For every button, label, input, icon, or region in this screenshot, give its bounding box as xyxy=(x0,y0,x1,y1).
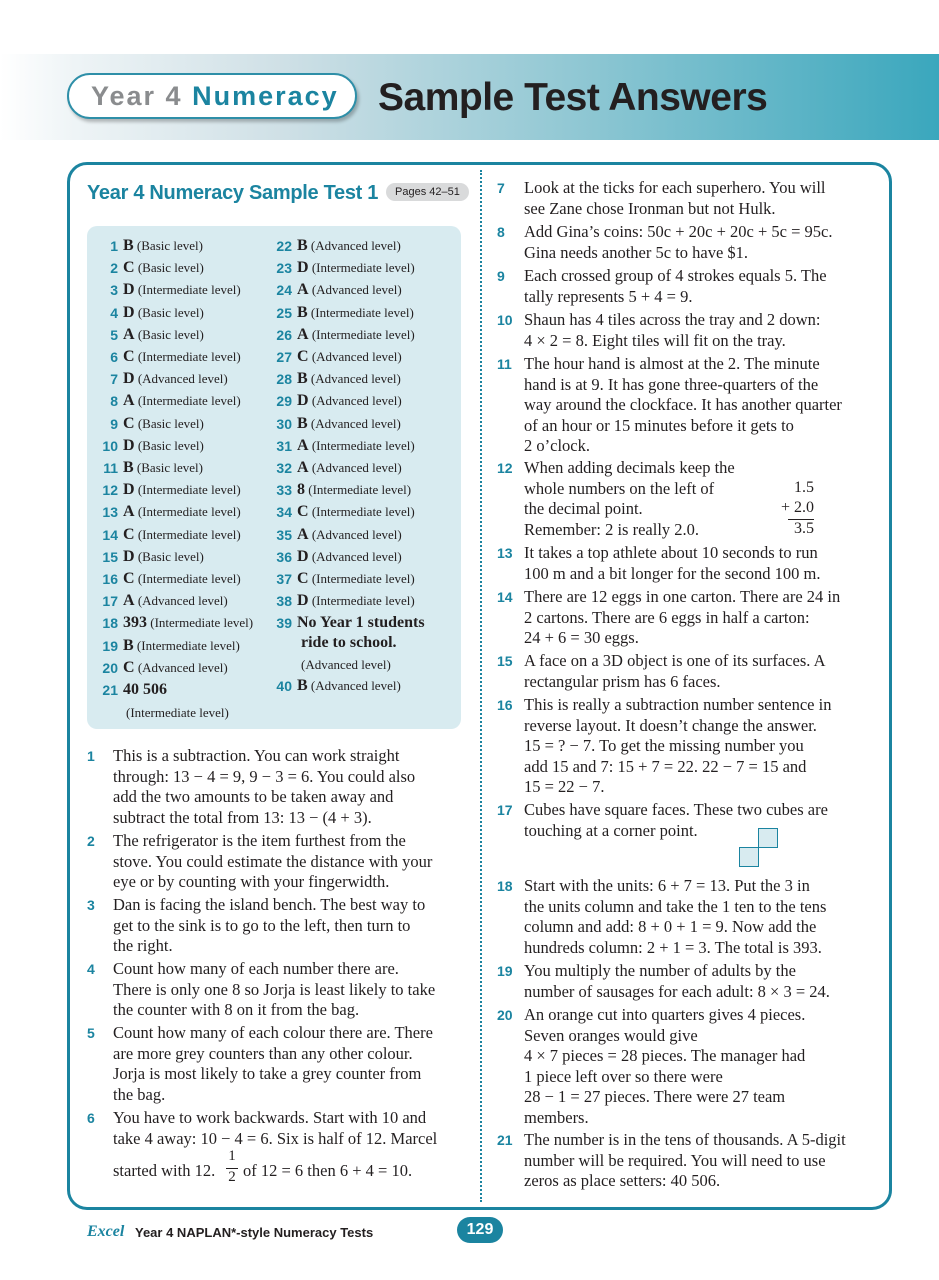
answer-row xyxy=(276,436,415,455)
answer-number: 10 xyxy=(102,437,118,454)
explanation-line: touching at a corner point. xyxy=(524,820,698,840)
answer-row xyxy=(276,303,414,322)
answer-level: (Basic level) xyxy=(136,238,203,253)
explanation-line: The number is in the tens of thousands. A 5-digit xyxy=(524,1130,846,1149)
answer-level: (Advanced level) xyxy=(311,460,402,475)
answer-value: B xyxy=(297,237,308,254)
answer-row xyxy=(276,237,401,255)
answer-number: 22 xyxy=(276,238,292,254)
answer-row xyxy=(102,636,240,655)
answer-row xyxy=(276,414,401,433)
explanation-line: This is a subtraction. You can work straight xyxy=(113,746,400,765)
answer-row xyxy=(276,547,402,566)
explanation-line: An orange cut into quarters gives 4 pieces. xyxy=(524,1005,806,1024)
answer-number: 28 xyxy=(276,371,292,388)
explanation-number: 5 xyxy=(87,1025,95,1041)
page-title: Sample Test Answers xyxy=(378,76,768,119)
explanation-line: of an hour or 15 minutes before it gets to xyxy=(524,415,794,435)
answer-value: C xyxy=(123,525,135,543)
answer-row xyxy=(276,259,415,277)
answer-level: (Intermediate level) xyxy=(137,393,241,409)
answer-level: (Advanced level) xyxy=(301,657,391,673)
answer-level: (Advanced level) xyxy=(310,371,401,387)
answer-level: (Advanced level) xyxy=(311,282,402,298)
answer-value: D xyxy=(297,547,309,565)
answer-row xyxy=(110,325,204,344)
answer-value: 40 506 xyxy=(123,681,167,698)
answer-number: 30 xyxy=(276,415,292,432)
answer-row xyxy=(276,370,401,388)
pages-badge: Pages 42–51 xyxy=(386,183,469,201)
explanation-line: the right. xyxy=(113,936,173,956)
answer-number: 6 xyxy=(110,349,118,365)
answer-level: (Basic level) xyxy=(137,548,204,564)
explanation-line: Add Gina’s coins: 50c + 20c + 20c + 5c = 95c. xyxy=(524,222,833,241)
explanation-line: You multiply the number of adults by the xyxy=(524,961,796,980)
answer-number: 20 xyxy=(102,659,118,676)
explanation-line: A face on a 3D object is one of its surfaces. A xyxy=(524,651,826,670)
answer-number: 25 xyxy=(276,304,292,321)
answer-row xyxy=(276,614,425,632)
answer-level: (Basic level) xyxy=(136,460,203,475)
answer-number: 11 xyxy=(103,460,118,476)
explanation-line: started with 12. xyxy=(113,1161,216,1181)
explanation-line: It takes a top athlete about 10 seconds to run xyxy=(524,543,818,562)
answer-level: (Intermediate level) xyxy=(137,349,241,364)
explanation-line: Shaun has 4 tiles across the tray and 2 down: xyxy=(524,310,821,329)
answer-row xyxy=(110,303,204,322)
answer-level: (Intermediate level) xyxy=(311,326,415,342)
explanation-line: whole numbers on the left of xyxy=(524,478,715,498)
explanation-line: When adding decimals keep the xyxy=(524,458,735,477)
answer-row xyxy=(276,592,415,610)
answer-level: (Advanced level) xyxy=(310,238,401,253)
section-title: Year 4 Numeracy Sample Test 1 xyxy=(87,182,379,204)
answer-value: No Year 1 students xyxy=(297,614,425,632)
explanation-number: 4 xyxy=(87,961,95,977)
answer-row xyxy=(276,348,402,366)
answer-level: (Basic level) xyxy=(137,415,204,431)
answer-row xyxy=(276,481,412,499)
explanation-line: zeros as place setters: 40 506. xyxy=(524,1171,721,1191)
answer-number: 29 xyxy=(276,393,292,410)
answer-level: (Basic level) xyxy=(137,304,204,320)
addition-line: 1.5 xyxy=(794,478,814,496)
answer-number: 27 xyxy=(276,349,292,365)
answer-row xyxy=(102,525,241,544)
answer-level: (Advanced level) xyxy=(310,415,401,431)
footer-brand: Excel xyxy=(87,1223,125,1240)
answer-row xyxy=(102,570,241,588)
answer-row xyxy=(102,592,228,610)
answer-level: (Advanced level) xyxy=(311,526,402,542)
explanation-line: column and add: 8 + 0 + 1 = 9. Now add the xyxy=(524,917,817,937)
explanation-number: 12 xyxy=(497,460,513,476)
explanation-line: The hour hand is almost at the 2. The minute xyxy=(524,354,820,373)
answer-row xyxy=(110,392,241,410)
answer-row xyxy=(276,570,415,588)
answer-number: 23 xyxy=(276,260,292,277)
addition-line: 3.5 xyxy=(794,519,814,537)
answer-number: 34 xyxy=(276,504,292,521)
explanation-line: Dan is facing the island bench. The best way to xyxy=(113,895,426,914)
explanation-line: the units column and take the 1 ten to the tens xyxy=(524,896,827,916)
explanation-line: There is only one 8 so Jorja is least likely to take xyxy=(113,979,436,999)
explanation-number: 18 xyxy=(497,878,513,894)
explanation-line: the decimal point. xyxy=(524,499,643,519)
answer-level: (Intermediate level) xyxy=(126,705,229,720)
answer-level: (Intermediate level) xyxy=(311,260,415,276)
page-number: 129 xyxy=(457,1217,503,1243)
answer-number: 39 xyxy=(276,615,292,632)
answer-value: C xyxy=(297,503,309,521)
explanation-line: get to the sink is to go to the left, then turn to xyxy=(113,915,411,935)
explanation-number: 11 xyxy=(497,356,512,372)
explanation-line: 1 piece left over so there were xyxy=(524,1066,723,1086)
explanation-number: 2 xyxy=(87,833,95,849)
answer-number: 19 xyxy=(102,637,118,654)
explanation-line: number of sausages for each adult: 8 × 3 = 24. xyxy=(524,981,830,1001)
answer-level: (Intermediate level) xyxy=(137,526,241,542)
answer-level: (Intermediate level) xyxy=(311,571,415,586)
explanation-number: 15 xyxy=(497,653,513,669)
answer-number: 16 xyxy=(102,571,118,587)
answer-value: B xyxy=(297,414,308,432)
answer-number: 17 xyxy=(102,593,118,610)
answer-number: 14 xyxy=(102,526,118,543)
answer-value: A xyxy=(297,436,309,454)
explanation-line: 15 = ? − 7. To get the missing number you xyxy=(524,736,804,756)
answer-value: A xyxy=(123,592,135,610)
answer-number: 21 xyxy=(102,682,118,698)
answer-number: 5 xyxy=(110,326,118,343)
cube-shape xyxy=(758,828,778,848)
answer-number: 18 xyxy=(102,615,118,632)
explanation-line: Cubes have square faces. These two cubes are xyxy=(524,800,828,819)
explanation-line: Remember: 2 is really 2.0. xyxy=(524,519,700,539)
answer-level: (Advanced level) xyxy=(137,371,228,387)
answer-number: 24 xyxy=(276,282,292,299)
explanation-number: 8 xyxy=(497,224,505,240)
explanation-number: 3 xyxy=(87,897,95,913)
answer-level: (Basic level) xyxy=(137,437,204,453)
answer-row xyxy=(276,281,402,299)
answer-number: 4 xyxy=(110,304,118,321)
explanation-line: 2 cartons. There are 6 eggs in half a carton: xyxy=(524,607,810,627)
answer-row xyxy=(102,481,241,499)
answer-number: 37 xyxy=(276,571,292,587)
answer-value: B xyxy=(123,459,134,476)
answer-value: C xyxy=(297,570,309,587)
explanation-line: This is really a subtraction number sentence in xyxy=(524,695,832,714)
explanation-line: tally represents 5 + 4 = 9. xyxy=(524,286,693,306)
answer-value-cont: ride to school. xyxy=(301,634,397,652)
series-subject: Numeracy xyxy=(192,81,339,111)
answer-value: D xyxy=(123,303,135,321)
answer-value: D xyxy=(123,547,135,565)
answer-value: A xyxy=(123,392,135,410)
answer-value: 8 xyxy=(297,481,305,499)
answer-value: A xyxy=(297,325,309,343)
explanation-line: Seven oranges would give xyxy=(524,1025,698,1045)
explanation-line: Look at the ticks for each superhero. You will xyxy=(524,178,826,197)
fraction-numerator: 1 xyxy=(228,1148,236,1165)
addition-rule xyxy=(788,519,814,520)
answer-value: A xyxy=(297,459,309,476)
answer-value: C xyxy=(297,348,309,365)
explanation-line: 28 − 1 = 27 pieces. There were 27 team xyxy=(524,1087,786,1107)
explanation-number: 21 xyxy=(497,1132,513,1148)
answer-level: (Advanced level) xyxy=(310,678,401,693)
explanation-line: eye or by counting with your fingerwidth. xyxy=(113,872,390,892)
answer-number: 13 xyxy=(102,504,118,521)
answer-value: A xyxy=(123,325,135,343)
explanation-line: The refrigerator is the item furthest from the xyxy=(113,831,406,850)
explanation-line: 100 m and a bit longer for the second 100 m. xyxy=(524,563,821,583)
answer-value: C xyxy=(123,570,135,587)
answer-row xyxy=(102,658,228,677)
addition-line: + 2.0 xyxy=(780,499,814,517)
answer-level: (Advanced level) xyxy=(311,349,402,364)
answer-level: (Advanced level) xyxy=(137,659,228,675)
answer-value: D xyxy=(123,281,135,299)
explanation-line: are more grey counters than any other colour. xyxy=(113,1043,413,1063)
answer-value: A xyxy=(123,503,135,521)
answer-value: B xyxy=(123,636,134,654)
explanation-number: 17 xyxy=(497,802,513,818)
explanation-number: 13 xyxy=(497,545,513,561)
answer-level: (Basic level) xyxy=(137,326,204,342)
explanation-number: 20 xyxy=(497,1007,513,1023)
answer-level: (Intermediate level) xyxy=(150,615,254,631)
answer-value: B xyxy=(297,303,308,321)
answer-row xyxy=(110,348,241,366)
explanation-line: There are 12 eggs in one carton. There are 24 in xyxy=(524,587,841,606)
answer-value: A xyxy=(297,281,309,299)
explanation-line: add the two amounts to be taken away and xyxy=(113,787,394,807)
answer-row xyxy=(276,325,415,344)
answer-row xyxy=(276,503,415,521)
answer-number: 35 xyxy=(276,526,292,543)
answer-number: 40 xyxy=(276,678,292,694)
explanation-line: the counter with 8 on it from the bag. xyxy=(113,1000,360,1020)
answer-value: C xyxy=(123,658,135,676)
answer-level: (Intermediate level) xyxy=(137,282,241,298)
series-label xyxy=(67,73,357,119)
answer-value: C xyxy=(123,259,135,277)
answer-value: B xyxy=(297,370,308,388)
answer-value: D xyxy=(123,436,135,454)
answer-value: C xyxy=(123,414,135,432)
answer-number: 36 xyxy=(276,548,292,565)
answer-row xyxy=(110,259,204,277)
explanation-line: Jorja is most likely to take a grey counter from xyxy=(113,1064,422,1084)
answer-level: (Intermediate level) xyxy=(311,504,415,520)
answer-level: (Advanced level) xyxy=(311,548,402,564)
answer-level: (Intermediate level) xyxy=(310,304,414,320)
explanation-line: rectangular prism has 6 faces. xyxy=(524,671,721,691)
explanation-line: add 15 and 7: 15 + 7 = 22. 22 − 7 = 15 and xyxy=(524,756,807,776)
answer-row xyxy=(102,436,204,455)
answer-level: (Intermediate level) xyxy=(137,504,241,520)
explanation-line: Start with the units: 6 + 7 = 13. Put the 3 in xyxy=(524,876,810,895)
answer-value: B xyxy=(123,237,134,254)
explanation-line: 24 + 6 = 30 eggs. xyxy=(524,628,639,648)
answer-row xyxy=(102,681,167,699)
cube-shape xyxy=(739,847,759,867)
answer-number: 7 xyxy=(110,371,118,388)
explanation-line: 2 o’clock. xyxy=(524,436,590,456)
answer-number: 33 xyxy=(276,482,292,499)
explanation-line: 4 × 7 pieces = 28 pieces. The manager had xyxy=(524,1046,806,1066)
answer-number: 1 xyxy=(110,238,118,254)
explanation-line: way around the clockface. It has another quarter xyxy=(524,395,842,415)
explanation-number: 7 xyxy=(497,180,505,196)
answer-number: 15 xyxy=(102,548,118,565)
explanation-number: 1 xyxy=(87,748,95,764)
explanation-line: the bag. xyxy=(113,1084,166,1104)
answer-row xyxy=(276,525,402,544)
answer-value: C xyxy=(123,348,135,365)
answer-level: (Advanced level) xyxy=(311,393,402,409)
answer-level: (Advanced level) xyxy=(137,593,228,609)
explanation-line: 15 = 22 − 7. xyxy=(524,777,605,797)
answer-number: 8 xyxy=(110,393,118,410)
explanation-number: 10 xyxy=(497,312,513,328)
answer-number: 32 xyxy=(276,460,292,476)
answer-level: (Intermediate level) xyxy=(137,482,241,498)
fraction-denominator: 2 xyxy=(228,1169,236,1186)
answer-value: D xyxy=(123,370,135,388)
answer-row xyxy=(276,459,402,477)
explanation-line: Each crossed group of 4 strokes equals 5. The xyxy=(524,266,827,285)
answer-level: (Intermediate level) xyxy=(308,482,412,498)
answer-level: (Basic level) xyxy=(137,260,204,276)
explanation-line: subtract the total from 13: 13 − (4 + 3). xyxy=(113,807,372,827)
answer-number: 38 xyxy=(276,593,292,610)
answer-value: D xyxy=(123,481,135,499)
explanation-line: through: 13 − 4 = 9, 9 − 3 = 6. You could also xyxy=(113,766,416,786)
answer-row xyxy=(110,281,241,299)
explanation-line: You have to work backwards. Start with 10 and xyxy=(113,1108,427,1127)
explanation-line: see Zane chose Ironman but not Hulk. xyxy=(524,198,776,218)
explanation-line: stove. You could estimate the distance with your xyxy=(113,851,433,871)
explanation-number: 6 xyxy=(87,1110,95,1126)
answer-row xyxy=(110,370,228,388)
answer-level: (Intermediate level) xyxy=(136,637,240,653)
explanation-line: Gina needs another 5c to have $1. xyxy=(524,242,749,262)
answer-row xyxy=(276,677,401,695)
answer-level: (Intermediate level) xyxy=(137,571,241,586)
answer-row xyxy=(102,547,204,566)
answer-value: D xyxy=(297,392,309,410)
answer-value: B xyxy=(297,677,308,694)
explanation-line: of 12 = 6 then 6 + 4 = 10. xyxy=(243,1161,413,1181)
answer-number: 26 xyxy=(276,326,292,343)
explanation-number: 14 xyxy=(497,589,513,605)
answer-row xyxy=(110,237,203,255)
explanation-line: number will be required. You will need to use xyxy=(524,1150,826,1170)
answer-value: 393 xyxy=(123,614,147,632)
footer-text: Year 4 NAPLAN*-style Numeracy Tests xyxy=(135,1225,374,1240)
column-divider xyxy=(480,170,482,1202)
answer-level: (Intermediate level) xyxy=(311,593,415,609)
explanation-line: take 4 away: 10 − 4 = 6. Six is half of 12. Marcel xyxy=(113,1128,438,1148)
answer-value: A xyxy=(297,525,309,543)
explanation-number: 16 xyxy=(497,697,513,713)
explanation-line: Count how many of each number there are. xyxy=(113,959,399,978)
answer-row xyxy=(110,414,204,433)
explanation-line: members. xyxy=(524,1108,589,1127)
answer-value: D xyxy=(297,592,309,610)
explanation-line: Count how many of each colour there are. There xyxy=(113,1023,433,1042)
answer-value: D xyxy=(297,259,309,277)
answer-number: 12 xyxy=(102,482,118,499)
answer-row xyxy=(102,614,254,632)
answer-level: (Intermediate level) xyxy=(311,437,415,453)
answer-row xyxy=(276,392,402,410)
answer-number: 31 xyxy=(276,437,292,454)
answer-number: 3 xyxy=(110,282,118,299)
explanation-line: hand is at 9. It has gone three-quarters of the xyxy=(524,374,819,394)
explanation-line: 4 × 2 = 8. Eight tiles will fit on the tray. xyxy=(524,330,786,350)
answer-number: 2 xyxy=(110,260,118,277)
explanation-number: 9 xyxy=(497,268,505,284)
explanation-number: 19 xyxy=(497,963,513,979)
answer-number: 9 xyxy=(110,415,118,432)
answer-row xyxy=(102,503,241,521)
answer-row xyxy=(103,459,203,477)
series-prefix: Year 4 xyxy=(91,81,183,111)
explanation-line: reverse layout. It doesn’t change the answer. xyxy=(524,715,817,735)
explanation-line: hundreds column: 2 + 1 = 3. The total is 393. xyxy=(524,937,822,957)
